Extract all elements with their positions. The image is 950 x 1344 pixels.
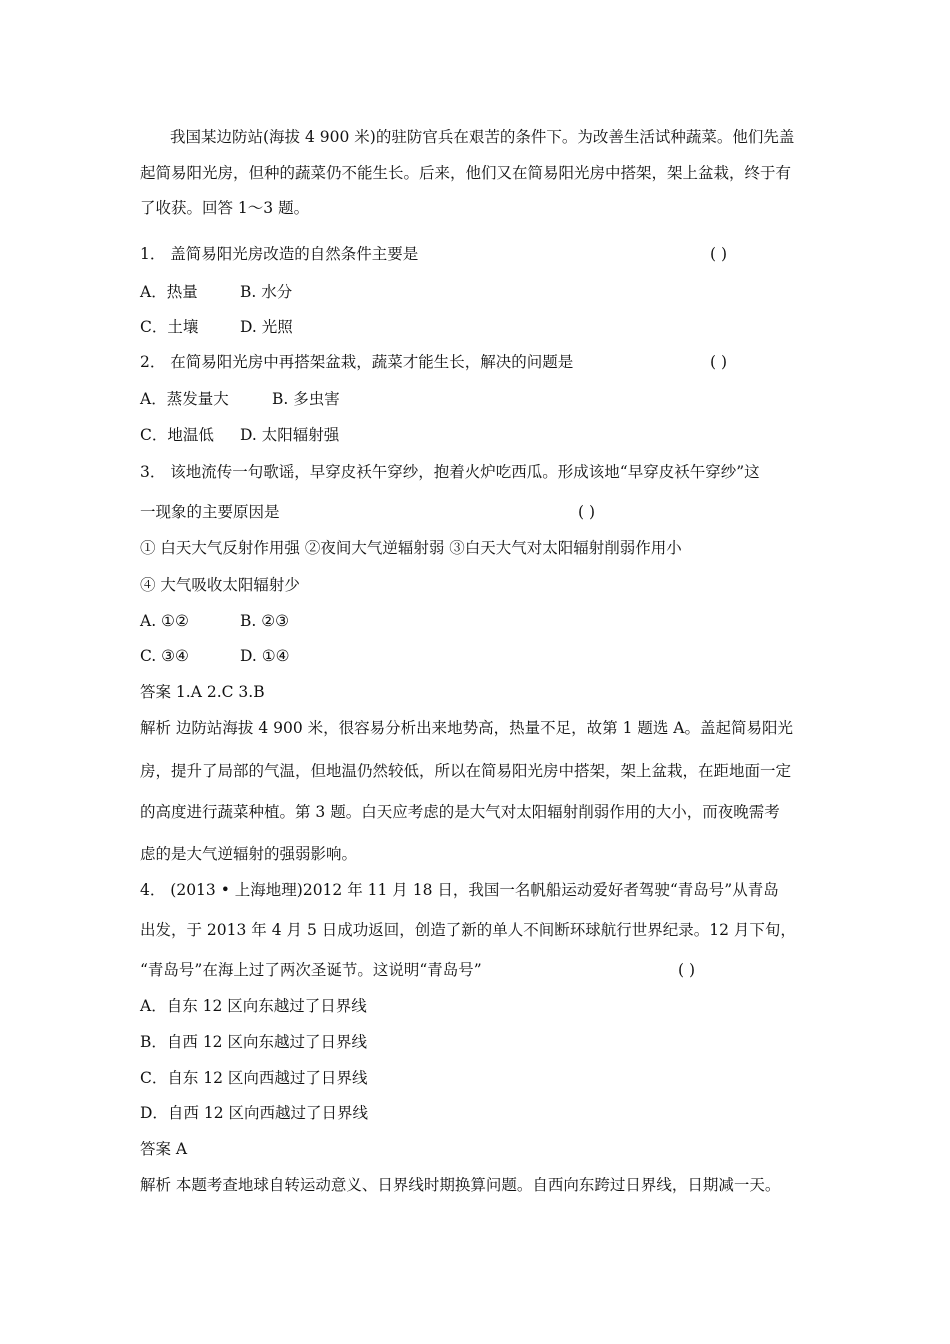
q2-option-d: D. 太阳辐射强 — [240, 426, 340, 444]
q3-option-a: A. ①② — [140, 612, 189, 630]
q1-answer-paren: ( ) — [710, 245, 728, 263]
q3-stem-line-1: 3． 该地流传一句歌谣，早穿皮袄午穿纱，抱着火炉吃西瓜。形成该地“早穿皮袄午穿纱”这 — [140, 463, 760, 481]
q2-stem: 2． 在简易阳光房中再搭架盆栽，蔬菜才能生长，解决的问题是 — [140, 353, 574, 371]
q3-statements-line-1: ① 白天大气反射作用强 ②夜间大气逆辐射弱 ③白天大气对太阳辐射削弱作用小 — [140, 539, 682, 557]
q4-option-c: C．自东 12 区向西越过了日界线 — [140, 1069, 368, 1087]
analysis-1-line-1: 解析 边防站海拔 4 900 米，很容易分析出来地势高，热量不足，故第 1 题选 A。盖起简易阳光 — [140, 719, 793, 737]
q3-option-c: C. ③④ — [140, 647, 189, 665]
q2-option-c: C．地温低 — [140, 426, 214, 444]
q4-option-a: A．自东 12 区向东越过了日界线 — [140, 997, 367, 1015]
analysis-4: 解析 本题考查地球自转运动意义、日界线时期换算问题。自西向东跨过日界线，日期减一天。 — [140, 1176, 781, 1194]
intro-line-1: 我国某边防站(海拔 4 900 米)的驻防官兵在艰苦的条件下。为改善生活试种蔬菜。他们先盖 — [170, 128, 795, 146]
q4-answer-paren: ( ) — [678, 961, 696, 979]
q3-statements-line-2: ④ 大气吸收太阳辐射少 — [140, 576, 300, 594]
q4-stem-line-1: 4． (2013 • 上海地理)2012 年 11 月 18 日，我国一名帆船运动爱好者驾驶“青岛号”从青岛 — [140, 881, 779, 899]
q2-option-b: B. 多虫害 — [272, 390, 340, 408]
answer-1-3: 答案 1.A 2.C 3.B — [140, 683, 265, 701]
analysis-1-line-2: 房，提升了局部的气温，但地温仍然较低，所以在简易阳光房中搭架，架上盆栽，在距地面一定 — [140, 762, 792, 780]
q1-option-c: C．土壤 — [140, 318, 199, 336]
q3-stem-line-2: 一现象的主要原因是 — [140, 503, 280, 521]
intro-line-3: 了收获。回答 1～3 题。 — [140, 199, 310, 217]
q4-option-b: B．自西 12 区向东越过了日界线 — [140, 1033, 367, 1051]
q1-stem: 1． 盖简易阳光房改造的自然条件主要是 — [140, 245, 419, 263]
q4-stem-line-3: “青岛号”在海上过了两次圣诞节。这说明“青岛号” — [140, 961, 482, 979]
q4-option-d: D．自西 12 区向西越过了日界线 — [140, 1104, 369, 1122]
analysis-1-line-4: 虑的是大气逆辐射的强弱影响。 — [140, 845, 358, 863]
intro-line-2: 起简易阳光房，但种的蔬菜仍不能生长。后来，他们又在简易阳光房中搭架，架上盆栽，终于有 — [140, 164, 792, 182]
answer-4: 答案 A — [140, 1140, 188, 1158]
q2-answer-paren: ( ) — [710, 353, 728, 371]
q2-option-a: A．蒸发量大 — [140, 390, 229, 408]
q1-option-b: B. 水分 — [240, 283, 293, 301]
q3-answer-paren: ( ) — [578, 503, 596, 521]
q3-option-b: B. ②③ — [240, 612, 290, 630]
q1-option-a: A．热量 — [140, 283, 198, 301]
q4-stem-line-2: 出发，于 2013 年 4 月 5 日成功返回，创造了新的单人不间断环球航行世界纪录。12 月下旬， — [140, 921, 796, 939]
q3-option-d: D. ①④ — [240, 647, 290, 665]
q1-option-d: D. 光照 — [240, 318, 293, 336]
analysis-1-line-3: 的高度进行蔬菜种植。第 3 题。白天应考虑的是大气对太阳辐射削弱作用的大小，而夜晚需考 — [140, 803, 780, 821]
